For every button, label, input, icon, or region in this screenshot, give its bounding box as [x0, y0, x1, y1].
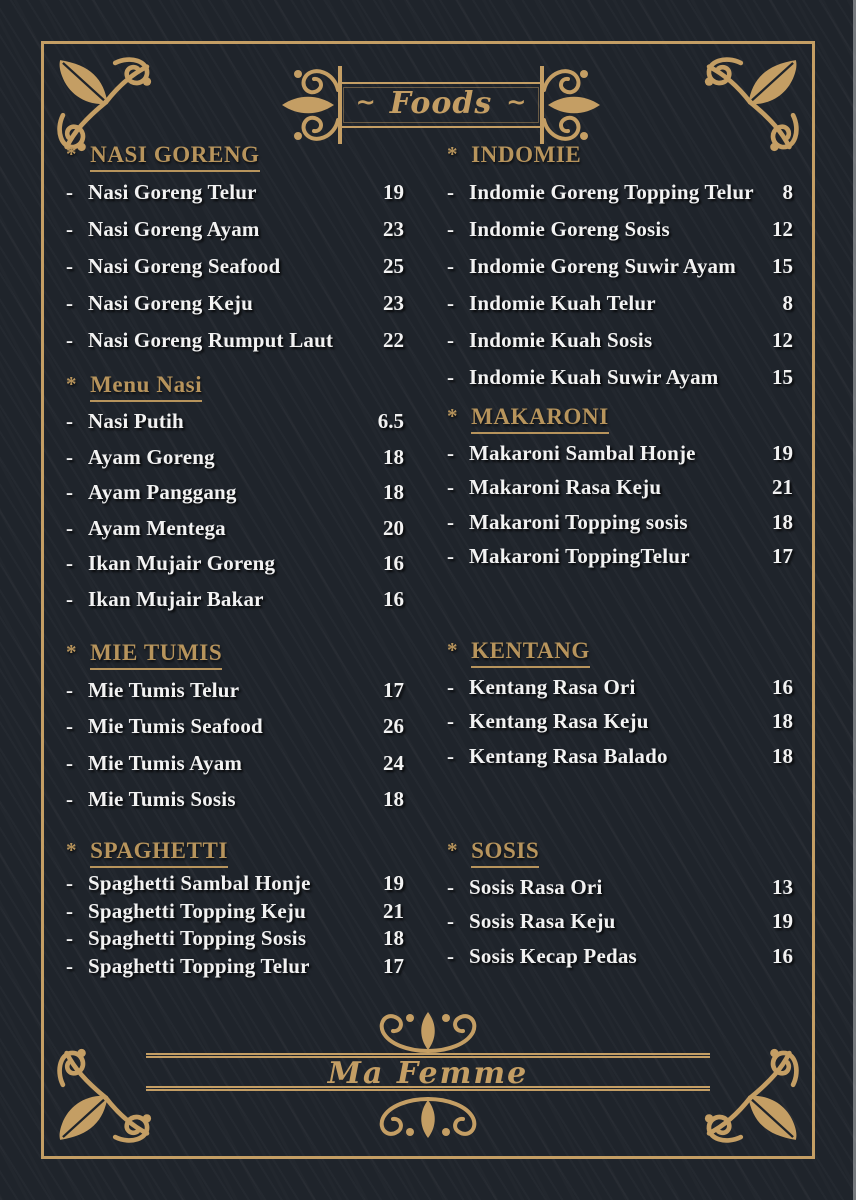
menu-item-row: [447, 739, 793, 774]
menu-item-row: [66, 174, 404, 211]
item-name: Indomie Goreng Sosis: [469, 217, 670, 241]
section-header-kentang: [447, 638, 793, 670]
dash-bullet-icon: -: [447, 291, 454, 315]
dash-bullet-icon: -: [66, 480, 73, 505]
menu-item-row: [447, 471, 793, 506]
menu-section-spaghetti: [66, 838, 404, 980]
item-name: Indomie Kuah Telur: [469, 291, 656, 315]
menu-item-row: [447, 870, 793, 905]
menu-item-row: [447, 436, 793, 471]
menu-item-row: [66, 782, 404, 819]
menu-section-kentang: [447, 638, 793, 774]
menu-item-row: [447, 905, 793, 940]
item-name: Mie Tumis Ayam: [88, 750, 243, 775]
star-icon: *: [66, 372, 78, 396]
dash-bullet-icon: -: [447, 874, 454, 899]
item-price: 19: [772, 909, 793, 934]
item-price: 18: [383, 480, 404, 505]
star-icon: *: [447, 638, 459, 662]
item-price: 20: [383, 515, 404, 540]
item-price: 18: [383, 926, 404, 951]
item-price: 19: [383, 871, 404, 896]
menu-item-row: [66, 248, 404, 285]
foods-banner: [338, 82, 544, 128]
item-price: 15: [772, 365, 793, 389]
section-title: KENTANG: [471, 638, 590, 668]
item-price: 17: [772, 544, 793, 569]
item-price: 6.5: [377, 409, 404, 434]
star-icon: *: [447, 142, 459, 166]
item-price: 8: [782, 291, 793, 315]
menu-section-makaroni: [447, 404, 793, 574]
item-name: Makaroni Sambal Honje: [469, 440, 696, 465]
dash-bullet-icon: -: [447, 909, 454, 934]
menu-section-nasi-goreng: [66, 142, 404, 359]
item-price: 21: [772, 475, 793, 500]
menu-item-row: [66, 404, 404, 440]
item-name: Ayam Goreng: [88, 444, 215, 469]
item-name: Nasi Goreng Rumput Laut: [88, 328, 334, 352]
menu-item-row: [66, 672, 404, 709]
item-price: 15: [772, 254, 793, 278]
item-price: 25: [383, 254, 404, 278]
dash-bullet-icon: -: [447, 509, 454, 534]
menu-item-row: [447, 670, 793, 705]
item-name: Ayam Mentega: [88, 515, 226, 540]
dash-bullet-icon: -: [66, 898, 73, 923]
dash-bullet-icon: -: [66, 328, 73, 352]
menu-item-row: [66, 440, 404, 476]
menu-item-row: [447, 285, 793, 322]
section-header-menu-nasi: [66, 372, 404, 404]
item-price: 12: [772, 328, 793, 352]
dash-bullet-icon: -: [66, 180, 73, 204]
dash-bullet-icon: -: [66, 871, 73, 896]
item-price: 18: [772, 709, 793, 734]
item-name: Makaroni Topping sosis: [469, 509, 688, 534]
item-name: Ikan Mujair Bakar: [88, 586, 264, 611]
menu-item-row: [66, 953, 404, 981]
item-name: Nasi Goreng Ayam: [88, 217, 260, 241]
item-price: 17: [383, 677, 404, 702]
menu-item-row: [66, 925, 404, 953]
dash-bullet-icon: -: [66, 750, 73, 775]
item-name: Indomie Kuah Sosis: [469, 328, 653, 352]
item-price: 17: [383, 953, 404, 978]
dash-bullet-icon: -: [447, 544, 454, 569]
item-name: Mie Tumis Seafood: [88, 714, 263, 739]
item-name: Ayam Panggang: [88, 480, 237, 505]
menu-item-row: [66, 322, 404, 359]
item-name: Nasi Putih: [88, 409, 184, 434]
dash-bullet-icon: -: [447, 180, 454, 204]
dash-bullet-icon: -: [66, 714, 73, 739]
dash-bullet-icon: -: [447, 254, 454, 278]
section-header-spaghetti: [66, 838, 404, 870]
star-icon: *: [66, 142, 78, 166]
dash-bullet-icon: -: [447, 743, 454, 768]
item-price: 16: [772, 943, 793, 968]
menu-item-row: [447, 174, 793, 211]
menu-item-row: [447, 359, 793, 396]
menu-section-indomie: [447, 142, 793, 396]
item-price: 21: [383, 898, 404, 923]
item-price: 23: [383, 217, 404, 241]
menu-item-row: [447, 248, 793, 285]
section-title: NASI GORENG: [90, 142, 260, 172]
menu-section-mie-tumis: [66, 640, 404, 818]
item-price: 23: [383, 291, 404, 315]
star-icon: *: [447, 404, 459, 428]
dash-bullet-icon: -: [66, 409, 73, 434]
item-price: 16: [772, 674, 793, 699]
item-name: Spaghetti Topping Telur: [88, 953, 310, 978]
dash-bullet-icon: -: [66, 217, 73, 241]
item-name: Sosis Kecap Pedas: [469, 943, 637, 968]
dash-bullet-icon: -: [66, 586, 73, 611]
section-header-indomie: [447, 142, 793, 174]
item-price: 18: [383, 787, 404, 812]
dash-bullet-icon: -: [66, 515, 73, 540]
footer-rule-bottom: [146, 1086, 710, 1091]
menu-item-row: [447, 705, 793, 740]
section-title: SOSIS: [471, 838, 539, 868]
item-name: Mie Tumis Sosis: [88, 787, 236, 812]
menu-section-sosis: [447, 838, 793, 974]
item-price: 19: [383, 180, 404, 204]
dash-bullet-icon: -: [447, 709, 454, 734]
dash-bullet-icon: -: [66, 254, 73, 278]
menu-item-row: [447, 939, 793, 974]
item-price: 18: [772, 509, 793, 534]
dash-bullet-icon: -: [66, 291, 73, 315]
menu-item-row: [66, 898, 404, 926]
item-price: 16: [383, 586, 404, 611]
menu-item-row: [66, 285, 404, 322]
dash-bullet-icon: -: [66, 444, 73, 469]
item-name: Nasi Goreng Keju: [88, 291, 253, 315]
dash-bullet-icon: -: [66, 926, 73, 951]
item-name: Kentang Rasa Keju: [469, 709, 649, 734]
menu-section-menu-nasi: [66, 372, 404, 617]
section-header-makaroni: [447, 404, 793, 436]
item-name: Makaroni Rasa Keju: [469, 475, 662, 500]
banner-title: Foods: [389, 85, 493, 121]
menu-item-row: [66, 546, 404, 582]
section-header-mie-tumis: [66, 640, 404, 672]
item-price: 18: [383, 444, 404, 469]
section-title: INDOMIE: [471, 142, 582, 167]
menu-item-row: [66, 211, 404, 248]
dash-bullet-icon: -: [66, 953, 73, 978]
dash-bullet-icon: -: [447, 328, 454, 352]
menu-item-row: [66, 870, 404, 898]
item-name: Kentang Rasa Balado: [469, 743, 668, 768]
section-title: MAKARONI: [471, 404, 609, 434]
dash-bullet-icon: -: [66, 787, 73, 812]
item-price: 26: [383, 714, 404, 739]
item-name: Indomie Goreng Topping Telur: [469, 180, 754, 204]
item-price: 13: [772, 874, 793, 899]
footer-flourish-icon: [363, 1006, 493, 1054]
dash-bullet-icon: -: [66, 677, 73, 702]
item-name: Indomie Goreng Suwir Ayam: [469, 254, 736, 278]
menu-item-row: [447, 211, 793, 248]
item-name: Mie Tumis Telur: [88, 677, 240, 702]
item-name: Sosis Rasa Ori: [469, 874, 603, 899]
dash-bullet-icon: -: [447, 674, 454, 699]
menu-item-row: [447, 322, 793, 359]
item-price: 24: [383, 750, 404, 775]
menu-item-row: [447, 505, 793, 540]
footer-flourish-icon: [363, 1094, 493, 1146]
section-title: Menu Nasi: [90, 372, 202, 402]
menu-item-row: [66, 511, 404, 547]
dash-bullet-icon: -: [447, 943, 454, 968]
star-icon: *: [66, 838, 78, 862]
dash-bullet-icon: -: [447, 440, 454, 465]
item-price: 16: [383, 551, 404, 576]
dash-bullet-icon: -: [447, 475, 454, 500]
item-name: Nasi Goreng Seafood: [88, 254, 281, 278]
item-name: Sosis Rasa Keju: [469, 909, 616, 934]
menu-item-row: [66, 745, 404, 782]
menu-item-row: [447, 540, 793, 575]
tilde-right-icon: ~: [506, 88, 527, 116]
item-name: Kentang Rasa Ori: [469, 674, 636, 699]
section-header-nasi-goreng: [66, 142, 404, 174]
section-header-sosis: [447, 838, 793, 870]
section-title: SPAGHETTI: [90, 838, 228, 868]
item-name: Makaroni ToppingTelur: [469, 544, 690, 569]
section-title: MIE TUMIS: [90, 640, 222, 670]
star-icon: *: [66, 640, 78, 664]
brand-name: Ma Femme: [327, 1056, 529, 1091]
item-price: 22: [383, 328, 404, 352]
item-name: Spaghetti Topping Sosis: [88, 926, 307, 951]
item-price: 19: [772, 440, 793, 465]
dash-bullet-icon: -: [447, 365, 454, 389]
star-icon: *: [447, 838, 459, 862]
dash-bullet-icon: -: [447, 217, 454, 241]
tilde-left-icon: ~: [355, 88, 376, 116]
item-name: Spaghetti Topping Keju: [88, 898, 306, 923]
menu-item-row: [66, 475, 404, 511]
item-name: Spaghetti Sambal Honje: [88, 871, 311, 896]
item-price: 8: [782, 180, 793, 204]
item-name: Indomie Kuah Suwir Ayam: [469, 365, 719, 389]
item-name: Nasi Goreng Telur: [88, 180, 257, 204]
item-price: 18: [772, 743, 793, 768]
dash-bullet-icon: -: [66, 551, 73, 576]
menu-item-row: [66, 709, 404, 746]
item-name: Ikan Mujair Goreng: [88, 551, 276, 576]
item-price: 12: [772, 217, 793, 241]
menu-item-row: [66, 582, 404, 618]
